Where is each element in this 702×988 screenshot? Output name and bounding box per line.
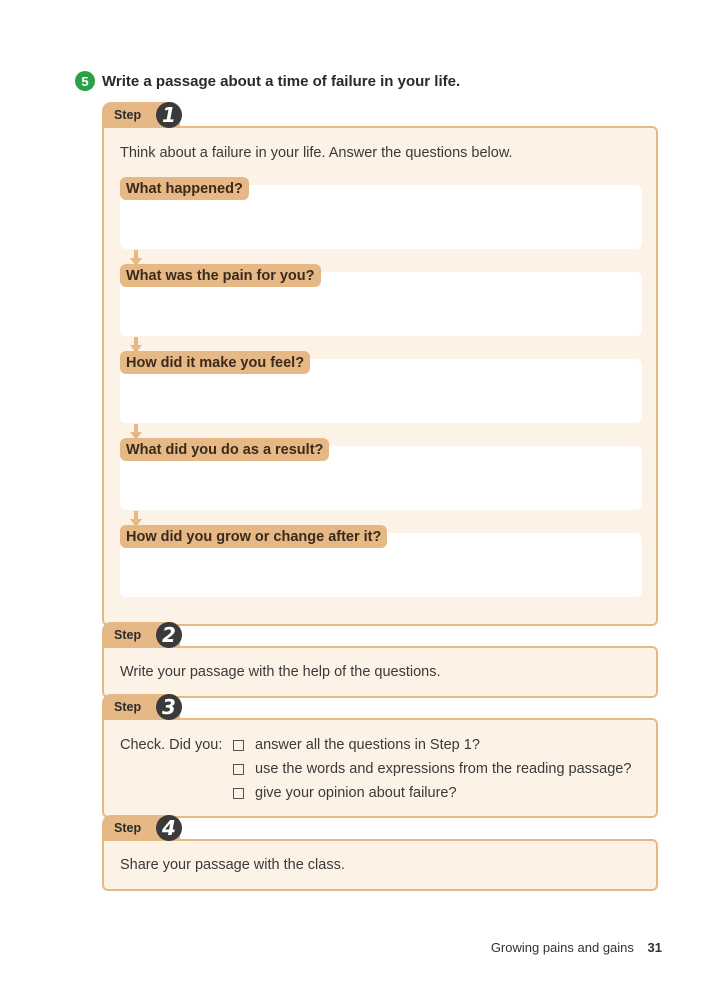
checklist-item[interactable] bbox=[233, 737, 480, 753]
checkbox[interactable] bbox=[233, 740, 244, 751]
step-1-tab bbox=[102, 102, 180, 128]
step-2-instruction: Write your passage with the help of the questions. bbox=[120, 664, 441, 680]
task-heading bbox=[75, 70, 460, 92]
step-4-number: 4 bbox=[156, 815, 182, 841]
checklist-item-text: use the words and expressions from the reading passage? bbox=[255, 761, 632, 777]
checkbox[interactable] bbox=[233, 788, 244, 799]
page-footer bbox=[491, 940, 662, 955]
checklist-item[interactable] bbox=[233, 761, 631, 777]
checkbox[interactable] bbox=[233, 764, 244, 775]
question-3-label: How did it make you feel? bbox=[120, 351, 310, 374]
unit-title: Growing pains and gains bbox=[490, 940, 634, 955]
task-title: Write a passage about a time of failure in your life. bbox=[102, 72, 461, 90]
step-2-label: Step bbox=[114, 628, 142, 642]
step-3-number: 3 bbox=[156, 694, 182, 720]
step-4-tab bbox=[102, 815, 180, 841]
step-1-number: 1 bbox=[156, 102, 182, 128]
step-3-lead: Check. Did you: bbox=[120, 737, 223, 753]
question-2-label: What was the pain for you? bbox=[120, 264, 321, 287]
step-2-number: 2 bbox=[156, 622, 182, 648]
checklist-item-text: give your opinion about failure? bbox=[255, 785, 457, 801]
step-4-label: Step bbox=[114, 821, 142, 835]
question-1-label: What happened? bbox=[120, 177, 249, 200]
question-5-label: How did you grow or change after it? bbox=[120, 525, 387, 548]
step-1-instruction: Think about a failure in your life. Answer the questions below. bbox=[120, 145, 513, 161]
page-number: 31 bbox=[647, 940, 662, 955]
question-4-label: What did you do as a result? bbox=[120, 438, 329, 461]
step-4-instruction: Share your passage with the class. bbox=[120, 857, 345, 873]
checklist-item-text: answer all the questions in Step 1? bbox=[255, 737, 480, 753]
step-1-label: Step bbox=[114, 108, 142, 122]
checklist-item[interactable] bbox=[233, 785, 457, 801]
step-3-label: Step bbox=[114, 700, 142, 714]
step-3-tab bbox=[102, 694, 180, 720]
step-2-tab bbox=[102, 622, 180, 648]
task-number-badge: 5 bbox=[75, 71, 95, 91]
